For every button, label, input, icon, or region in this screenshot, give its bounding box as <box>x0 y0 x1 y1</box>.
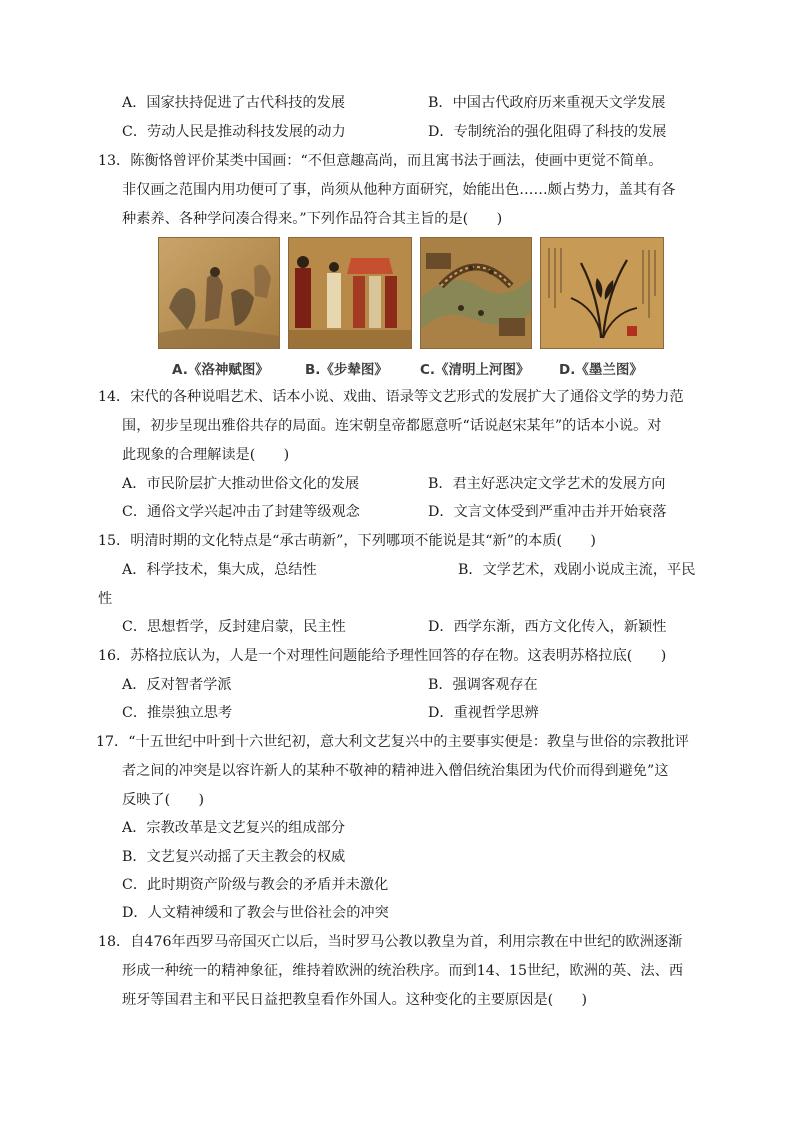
q13-stem-line1: 13．陈衡恪曾评价某类中国画：“不但意趣高尚，而且寓书法于画法，使画中更觉不简单。 <box>98 153 663 169</box>
q16-option-a: A．反对智者学派 <box>122 677 232 693</box>
q15-stem-line1: 15．明清时期的文化特点是“承古萌新”，下列哪项不能说是其“新”的本质( ) <box>98 533 596 549</box>
q15-option-d: D．西学东渐，西方文化传入，新颖性 <box>428 619 667 635</box>
caption-a: A.《洛神赋图》 <box>172 362 269 378</box>
q17-option-d: D．人文精神缓和了教会与世俗社会的冲突 <box>122 905 389 921</box>
q14-stem-line3: 此现象的合理解读是( ) <box>122 447 290 463</box>
q17-stem-line1: 17．“十五世纪中叶到十六世纪初，意大利文艺复兴中的主要事实便是：教皇与世俗的宗教批评 <box>96 734 689 750</box>
painting-luoshen-image <box>158 237 280 349</box>
q17-stem-line2: 者之间的冲突是以容许新人的某种不敬神的精神进入僧侣统治集团为代价而得到避免”这 <box>122 763 669 779</box>
q14-option-b: B．君主好恶决定文学艺术的发展方向 <box>428 476 666 492</box>
q16-stem-line1: 16．苏格拉底认为，人是一个对理性问题能给予理性回答的存在物。这表明苏格拉底( ) <box>98 648 667 664</box>
q12-option-c: C．劳动人民是推动科技发展的动力 <box>122 124 346 140</box>
caption-d: D.《墨兰图》 <box>559 362 643 378</box>
q14-option-c: C．通俗文学兴起冲击了封建等级观念 <box>122 504 360 520</box>
q12-option-b: B．中国古代政府历来重视天文学发展 <box>428 95 666 111</box>
q17-option-c: C．此时期资产阶级与教会的矛盾并未激化 <box>122 877 389 893</box>
q16-option-d: D．重视哲学思辨 <box>428 705 539 721</box>
q14-option-d: D．文言文体受到严重冲击并开始衰落 <box>428 504 667 520</box>
q18-stem-line3: 班牙等国君主和平民日益把教皇看作外国人。这种变化的主要原因是( ) <box>122 992 588 1008</box>
q16-option-b: B．强调客观存在 <box>428 677 538 693</box>
q14-option-a: A．市民阶层扩大推动世俗文化的发展 <box>122 476 360 492</box>
painting-molan-image <box>540 237 664 349</box>
q15-option-b-wrap: 性 <box>98 591 113 607</box>
q15-option-c: C．思想哲学，反封建启蒙，民主性 <box>122 619 346 635</box>
q13-stem-line3: 种素养、各种学问凑合得来。”下列作品符合其主旨的是( ) <box>122 211 503 227</box>
q17-option-b: B．文艺复兴动摇了天主教会的权威 <box>122 849 346 865</box>
q14-stem-line1: 14．宋代的各种说唱艺术、话本小说、戏曲、语录等文艺形式的发展扩大了通俗文学的势力范 <box>98 389 684 405</box>
q18-stem-line2: 形成一种统一的精神象征，维持着欧洲的统治秩序。而到14、15世纪，欧洲的英、法、西 <box>122 963 684 979</box>
q16-option-c: C．推崇独立思考 <box>122 705 233 721</box>
caption-c: C.《清明上河图》 <box>420 362 530 378</box>
q14-stem-line2: 围，初步呈现出雅俗共存的局面。连宋朝皇帝都愿意听“话说赵宋某年”的话本小说。对 <box>122 418 662 434</box>
painting-bunian-image <box>288 237 412 349</box>
q12-option-d: D．专制统治的强化阻碍了科技的发展 <box>428 124 667 140</box>
q15-option-a: A．科学技术，集大成，总结性 <box>122 562 317 578</box>
q13-stem-line2: 非仅画之范围内用功便可了事，尚须从他种方面研究，始能出色……颇占势力，盖其有各 <box>122 182 676 198</box>
q17-stem-line3: 反映了( ) <box>122 792 205 808</box>
q15-option-b: B．文学艺术，戏剧小说成主流，平民 <box>458 562 696 578</box>
q17-option-a: A．宗教改革是文艺复兴的组成部分 <box>122 820 346 836</box>
q18-stem-line1: 18．自476年西罗马帝国灭亡以后，当时罗马公教以教皇为首，利用宗教在中世纪的欧洲逐渐 <box>98 934 683 950</box>
painting-qingming-image <box>420 237 532 349</box>
q12-option-a: A．国家扶持促进了古代科技的发展 <box>122 95 346 111</box>
caption-b: B.《步辇图》 <box>305 362 388 378</box>
